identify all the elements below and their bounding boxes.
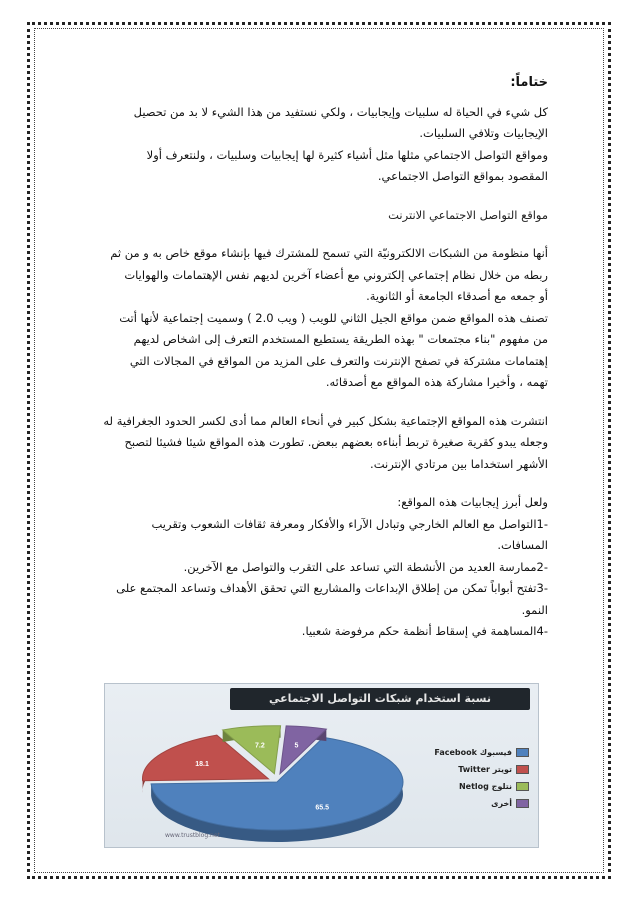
definition-heading: مواقع التواصل الاجتماعي الانترنت <box>388 207 548 222</box>
legend-item <box>429 778 529 795</box>
list-item: -2ممارسة العديد من الأنشطة التي تساعد على التقرب والتواصل مع الآخرين. <box>183 559 548 574</box>
pie-slice-value-label: 5 <box>294 742 299 750</box>
legend-label: فيسبوك Facebook <box>434 748 512 757</box>
text-line: انتشرت هذه المواقع الإجتماعية بشكل كبير في أنحاء العالم مما أدى لكسر الحدود الجغرافية له <box>103 413 548 428</box>
chart-legend <box>429 744 529 812</box>
legend-swatch <box>516 799 529 808</box>
list-item: -3تفتح أبواباً تمكن من إطلاق الإبداعات والمشاريع التي تحقق الأهداف وتساعد المجتمع على <box>116 581 548 595</box>
chart-watermark: www.trustblog.net <box>165 832 220 839</box>
legend-swatch <box>516 782 529 791</box>
text-line: كل شيء في الحياة له سلبيات وإيجابيات ، ولكي نستفيد من هذا الشيء لا بد من تحصيل <box>133 104 548 119</box>
text-line: الإيجابيات وتلافي السلبيات. <box>419 126 548 140</box>
text-line: تهمه ، وأخيرا مشاركة هذه المواقع مع أصدقائه. <box>325 375 548 389</box>
pie-slice-value-label: 65.5 <box>315 804 329 812</box>
text-line: إهتمامات مشتركة في تصفح الإنترنت والتعرف على المزيد من المواقع في المجالات التي <box>129 353 548 368</box>
legend-label: تويتر Twitter <box>458 765 512 774</box>
pie-chart-figure <box>104 683 539 848</box>
benefits-list <box>88 514 548 643</box>
text-line: الأشهر استخداما بين مرتادي الإنترنت. <box>370 456 548 471</box>
spread-paragraph <box>88 411 548 476</box>
definition-paragraph <box>88 243 548 308</box>
document-body <box>88 60 548 643</box>
legend-item <box>429 761 529 778</box>
list-item-continuation: النمو. <box>521 602 548 617</box>
legend-label: نتلوج Netlog <box>458 782 512 791</box>
pie-slice-value-label: 7.2 <box>255 742 265 750</box>
legend-swatch <box>516 748 529 757</box>
text-line: وجعله يبدو كقرية صغيرة تربط أبناءه بعضهم ببعض. تطورت هذه المواقع شيئا فشيئا لتصبح <box>124 435 548 449</box>
web2-paragraph <box>88 308 548 394</box>
text-line: ومواقع التواصل الاجتماعي مثلها مثل أشياء كثيرة لها إيجابيات وسلبيات ، ولنتعرف أولا <box>146 147 548 162</box>
legend-item <box>429 744 529 761</box>
intro-paragraph <box>88 102 548 188</box>
list-item-continuation: المسافات. <box>497 538 548 552</box>
text-line: من مفهوم "بناء مجتمعات " بهذه الطريقة يستطيع المستخدم التعرف إلى اشخاص لديهم <box>133 332 548 346</box>
list-item: -4المساهمة في إسقاط أنظمة حكم مرفوضة شعبيا. <box>301 624 548 638</box>
text-line: أنها منظومة من الشبكات الالكترونيّة التي تسمح للمشترك فيها بإنشاء موقع خاص به و من ثم <box>110 246 548 260</box>
text-line: أو جمعه مع أصدقاء الجامعة أو الثانوية. <box>366 289 548 303</box>
text-line: ربطه من خلال نظام إجتماعي إلكتروني مع أعضاء آخرين لديهم نفس الإهتمامات والهوايات <box>124 267 548 282</box>
legend-label: أخرى <box>491 799 512 808</box>
legend-swatch <box>516 765 529 774</box>
list-item: -1التواصل مع العالم الخارجي وتبادل الآراء والأفكار ومعرفة ثقافات الشعوب وتقريب <box>151 516 548 531</box>
pie-slice-value-label: 18.1 <box>195 761 209 769</box>
closing-heading: ختاماً: <box>510 75 548 90</box>
chart-title: نسبة استخدام شبكات التواصل الاجتماعي <box>230 688 530 710</box>
text-line: تصنف هذه المواقع ضمن مواقع الجيل الثاني للويب ( ويب 2.0 ) وسميت إجتماعية لأنها أتت <box>119 310 548 325</box>
legend-item <box>429 795 529 812</box>
text-line: المقصود بمواقع التواصل الاجتماعي. <box>377 169 548 183</box>
list-intro: ولعل أبرز إيجابيات هذه المواقع: <box>397 495 548 509</box>
